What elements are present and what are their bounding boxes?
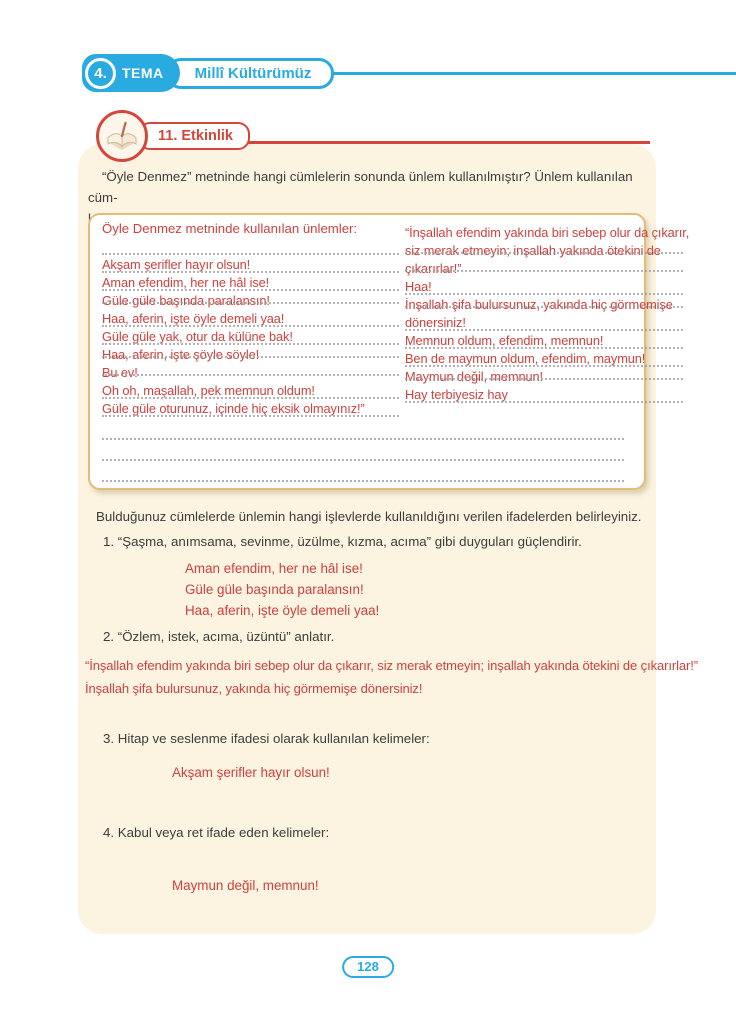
answer-line: Akşam şerifler hayır olsun!: [102, 257, 405, 275]
theme-badge: [82, 54, 180, 92]
page-number-badge: 128: [342, 956, 394, 978]
theme-header: [82, 54, 736, 92]
answer-lines-left: [102, 239, 405, 419]
question-1-label: 1. “Şaşma, anımsama, sevinme, üzülme, kızma, acıma” gibi duyguları güçlendirir.: [103, 534, 582, 549]
question-3-label: 3. Hitap ve seslenme ifadesi olarak kullanılan kelimeler:: [103, 731, 430, 746]
answer-line: Haa, aferin, işte öyle demeli yaa!: [102, 311, 405, 329]
answers-columns: [102, 221, 690, 419]
functions-intro: Bulduğunuz cümlelerde ünlemin hangi işlevlerde kullanıldığını verilen ifadelerden belirleyiniz.: [96, 509, 642, 524]
answers-column-left: [102, 221, 405, 419]
open-book-pencil-icon: [96, 110, 148, 162]
answer-lines-right: [405, 225, 689, 405]
answer-line: Güle güle yak, otur da külüne bak!: [102, 329, 405, 347]
theme-number: 4.: [85, 58, 116, 89]
theme-label: TEMA: [122, 65, 164, 81]
answer-text: Akşam şerifler hayır olsun!: [172, 765, 330, 780]
answer-line: dönersiniz!: [405, 315, 689, 333]
question-4-answers: [172, 875, 319, 896]
question-2-label: 2. “Özlem, istek, acıma, üzüntü” anlatır.: [103, 629, 335, 644]
question-4-label: 4. Kabul veya ret ifade eden kelimeler:: [103, 825, 330, 840]
answer-line: Oh oh, maşallah, pek memnun oldum!: [102, 383, 405, 401]
answer-line: [102, 239, 405, 257]
header-rule: [331, 72, 736, 75]
answer-line: Ben de maymun oldum, efendim, maymun!: [405, 351, 689, 369]
blank-write-line: [102, 442, 630, 463]
instruction-line-1: “Öyle Denmez” metninde hangi cümlelerin sonunda ünlem kullanılmıştır? Ünlem kullanılan cüm-: [88, 169, 633, 205]
answer-line: Güle güle oturunuz, içinde hiç eksik olmayınız!”: [102, 401, 405, 419]
answer-line: Güle güle başında paralansın!: [102, 293, 405, 311]
activity-badge: 11. Etkinlik: [138, 122, 250, 150]
answer-text: “İnşallah efendim yakında biri sebep olur da çıkarır, siz merak etmeyin; inşallah yakında ötekini de çıkarırlar!”: [85, 658, 698, 673]
answer-line: İnşallah şifa bulursunuz, yakında hiç görmemişe: [405, 297, 689, 315]
question-3-answers: [172, 762, 330, 783]
answers-box-heading: Öyle Denmez metninde kullanılan ünlemler:: [102, 221, 358, 236]
activity-rule: [216, 141, 650, 144]
answer-text: Haa, aferin, işte öyle demeli yaa!: [185, 603, 380, 618]
question-2-answers: [85, 654, 698, 700]
theme-title: Millî Kültürümüz: [166, 58, 335, 89]
answer-line: Haa, aferin, işte şöyle söyle!: [102, 347, 405, 365]
answer-text: Maymun değil, memnun!: [172, 878, 319, 893]
answer-line: Haa!: [405, 279, 689, 297]
answer-line: Bu ev!: [102, 365, 405, 383]
question-1-answers: [185, 558, 379, 621]
answer-line: “İnşallah efendim yakında biri sebep olur da çıkarır,: [405, 225, 690, 240]
blank-write-line: [102, 421, 630, 442]
answer-line: Memnun oldum, efendim, memnun!: [405, 333, 689, 351]
answer-text: Güle güle başında paralansın!: [185, 582, 364, 597]
answer-text: İnşallah şifa bulursunuz, yakında hiç görmemişe dönersiniz!: [85, 681, 423, 696]
answers-box: [88, 213, 690, 490]
blank-write-line: [102, 463, 630, 484]
answer-line: çıkarırlar!”: [405, 261, 689, 279]
answers-column-right: [405, 225, 689, 419]
answer-line: siz merak etmeyin; inşallah yakında ötekini de: [405, 243, 689, 261]
answer-line: Aman efendim, her ne hâl ise!: [102, 275, 405, 293]
answer-line: Maymun değil, memnun!: [405, 369, 689, 387]
answer-text: Aman efendim, her ne hâl ise!: [185, 561, 363, 576]
answer-line: Hay terbiyesiz hay: [405, 387, 689, 405]
blank-write-lines: [102, 421, 630, 484]
activity-header: [96, 110, 650, 162]
